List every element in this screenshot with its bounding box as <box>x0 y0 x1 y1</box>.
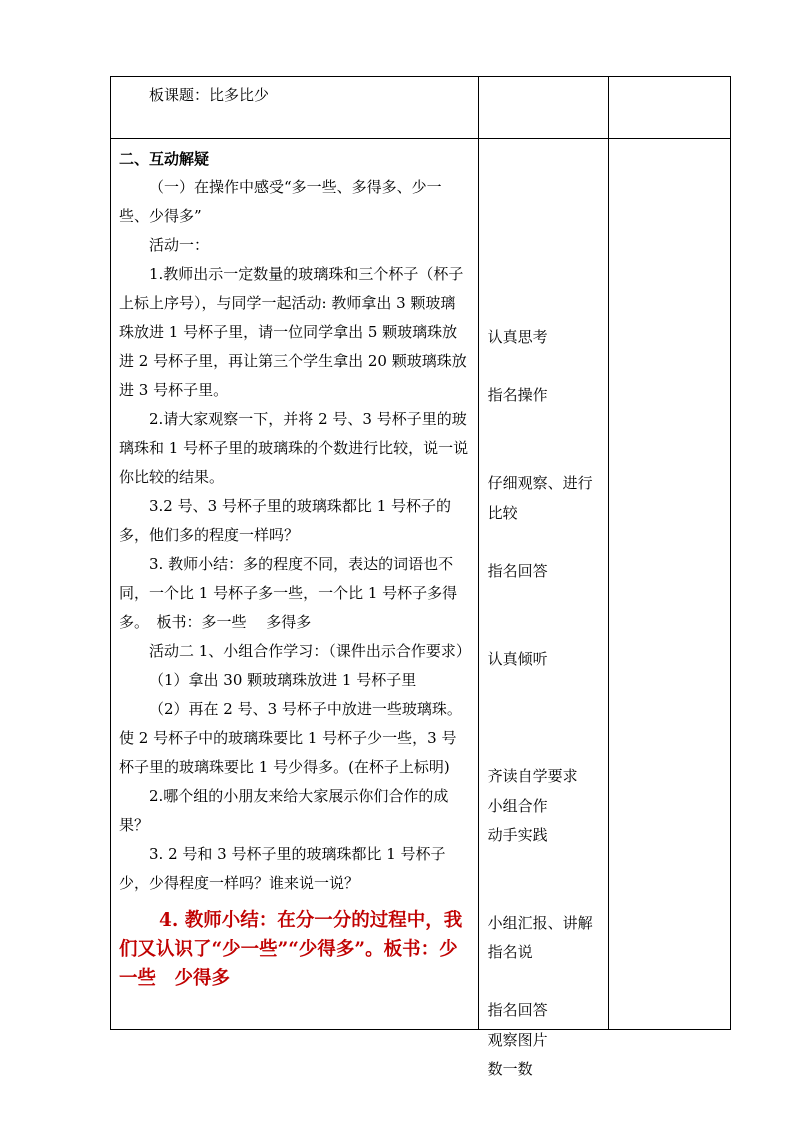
body-row <box>111 139 731 1030</box>
title-student-cell <box>478 77 608 139</box>
step2-text: 2.请大家观察一下，并将 2 号、3 号杯子里的玻璃珠和 1 号杯子里的玻璃珠的个数进行比较，说一说你比较的结果。 <box>119 410 469 486</box>
show-question: 2.哪个组的小朋友来给大家展示你们合作的成果？ <box>119 787 449 834</box>
note-cell <box>608 139 730 1030</box>
student-item: 动手实践 <box>487 826 548 844</box>
student-item: 齐读自学要求 <box>487 767 578 785</box>
teacher-summary: 4. 教师小结：在分一分的过程中，我们又认识了“少一些”“少得多”。板书：少一些 少得多 <box>119 910 463 989</box>
title-row <box>111 77 731 139</box>
student-item: 指名操作 <box>487 386 548 404</box>
student-item: 指名回答 <box>487 562 548 580</box>
task2-text: （2）再在 2 号、3 号杯子中放进一些玻璃珠。使 2 号杯子中的玻璃珠要比 1 号杯子少一些，3 号杯子里的玻璃珠要比 1 号少得多。(在杯子上标明) <box>119 700 462 776</box>
student-item: 比较 <box>487 504 518 522</box>
sub-heading: （一）在操作中感受“多一些、多得多、少一些、少得多” <box>119 178 442 225</box>
student-item: 小组合作 <box>487 797 548 815</box>
student-item: 数一数 <box>487 1060 533 1078</box>
student-item: 指名说 <box>487 943 533 961</box>
title-cell <box>111 77 479 139</box>
student-item: 认真倾听 <box>487 650 548 668</box>
student-item: 观察图片 <box>487 1031 548 1049</box>
teacher-activity-cell <box>111 139 479 1030</box>
step4-text: 3. 教师小结：多的程度不同，表达的词语也不同，一个比 1 号杯子多一些，一个比 1 号杯子多得多。 板书：多一些 多得多 <box>119 555 458 631</box>
lesson-plan-table <box>110 76 731 1078</box>
student-item: 仔细观察、进行 <box>487 474 593 492</box>
section-heading: 二、互动解疑 <box>119 150 210 168</box>
student-item: 认真思考 <box>487 328 548 346</box>
activity1-label: 活动一： <box>149 236 210 254</box>
task1-text: （1）拿出 30 颗玻璃珠放进 1 号杯子里 <box>149 671 417 689</box>
step1-text: 1.教师出示一定数量的玻璃珠和三个杯子（杯子上标上序号），与同学一起活动: 教师拿出 3 颗玻璃珠放进 1 号杯子里，请一位同学拿出 5 颗玻璃珠放进 2 号杯子里，再让第三个学生拿出 20 颗玻璃珠放进 3 号杯子里。 <box>119 265 467 399</box>
activity2-label: 活动二 1、小组合作学习：（课件出示合作要求） <box>149 642 471 660</box>
student-activity-cell <box>478 139 608 1078</box>
step3-text: 3.2 号、3 号杯子里的玻璃珠都比 1 号杯子的多，他们多的程度一样吗？ <box>119 497 452 544</box>
student-item: 指名回答 <box>487 1001 548 1019</box>
board-title: 板课题：比多比少 <box>149 86 270 104</box>
title-note-cell <box>608 77 730 139</box>
student-item: 小组汇报、讲解 <box>487 914 593 932</box>
compare-question: 3. 2 号和 3 号杯子里的玻璃珠都比 1 号杯子少，少得程度一样吗？谁来说一说？ <box>119 845 446 892</box>
